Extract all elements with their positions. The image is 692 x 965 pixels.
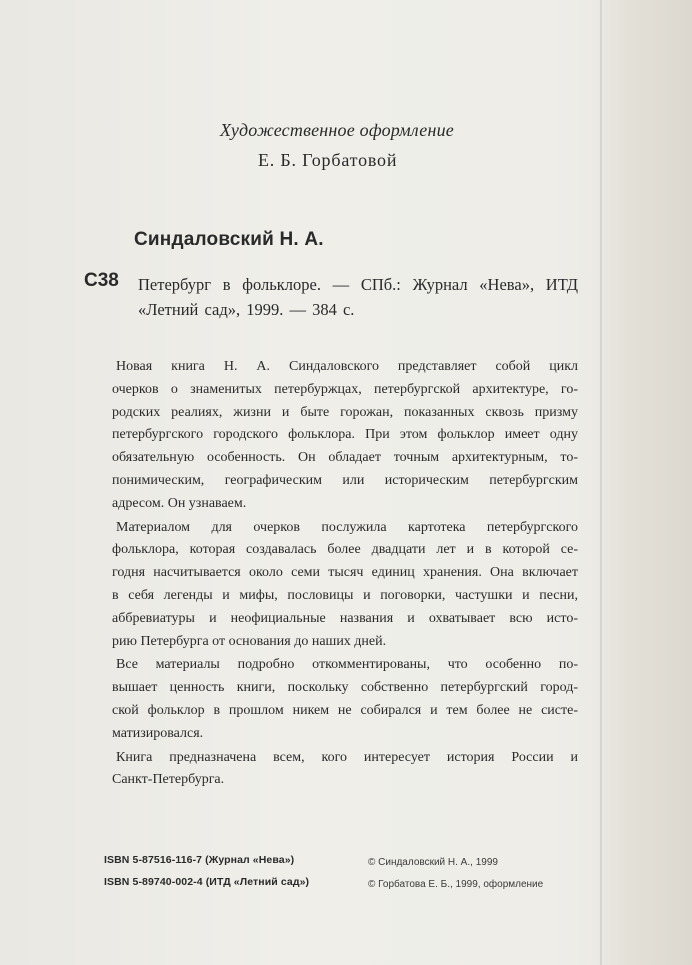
catalog-author: Синдаловский Н. А.	[134, 229, 324, 250]
annotation-line: Новая книга Н. А. Синдаловского представляет собой цикл	[116, 359, 578, 374]
design-credit-name: Е. Б. Горбатовой	[258, 150, 398, 170]
page-edge-shadow	[596, 0, 692, 965]
biblio-line-1: Петербург в фольклоре. — СПб.: Журнал «Нева», ИТД	[138, 275, 578, 294]
annotation-line: годня насчитывается около семи тысяч единиц хранения. Она включает	[112, 565, 578, 581]
annotation-line: понимическим, географическим или историческим петербургским	[112, 472, 578, 488]
annotation-line: фольклора, которая создавалась более двадцати лет и в которой се-	[112, 542, 578, 558]
copyright-line-1: © Синдаловский Н. А., 1999	[368, 857, 498, 868]
annotation	[112, 356, 578, 792]
annotation-line: Санкт-Петербурга.	[112, 772, 225, 788]
annotation-line: рию Петербурга от основания до наших дней.	[112, 633, 387, 649]
annotation-paragraph-4	[112, 747, 578, 793]
design-credit-label: Художественное оформление	[220, 120, 454, 140]
copyright-line-2: © Горбатова Е. Б., 1999, оформление	[368, 879, 544, 890]
annotation-paragraph-2	[112, 517, 578, 654]
copyright-block	[368, 852, 543, 896]
annotation-line: аббревиатуры и неофициальные названия и охватывает всю исто-	[112, 610, 578, 626]
annotation-line: ской фольклор в прошлом никем не собирался и тем более не систе-	[112, 702, 578, 718]
annotation-line: петербургского городского фольклора. При этом фольклор имеет одну	[112, 427, 578, 443]
annotation-line: родских реалиях, жизни и быте горожан, показанных сквозь призму	[112, 404, 578, 420]
annotation-line: адресом. Он узнаваем.	[112, 495, 247, 511]
annotation-line: Книга предназначена всем, кого интересует история России и	[116, 749, 578, 765]
biblio-line-2: «Летний сад», 1999. — 384 с.	[138, 300, 355, 319]
isbn-line-1: ISBN 5-87516-116-7 (Журнал «Нева»)	[104, 854, 295, 866]
annotation-line: матизировался.	[112, 725, 204, 741]
isbn-line-2: ISBN 5-89740-002-4 (ИТД «Летний сад»)	[104, 876, 310, 888]
annotation-line: в себя легенды и мифы, пословицы и поговорки, частушки и песни,	[112, 587, 578, 603]
bibliographic-description	[138, 272, 578, 322]
catalog-code: С38	[84, 270, 119, 291]
annotation-paragraph-3	[112, 654, 578, 745]
annotation-line: очерков о знаменитых петербуржцах, петербургской архитектуре, го-	[112, 381, 578, 397]
page-fold-line	[600, 0, 602, 965]
annotation-line: Все материалы подробно откомментированы, что особенно по-	[116, 657, 578, 673]
isbn-block	[104, 849, 309, 893]
annotation-line: вышает ценность книги, поскольку собственно петербургский город-	[112, 680, 578, 696]
annotation-line: обязательную особенность. Он обладает точным архитектурным, то-	[112, 450, 578, 466]
annotation-paragraph-1	[112, 356, 578, 516]
annotation-line: Материалом для очерков послужила картотека петербургского	[116, 519, 578, 535]
